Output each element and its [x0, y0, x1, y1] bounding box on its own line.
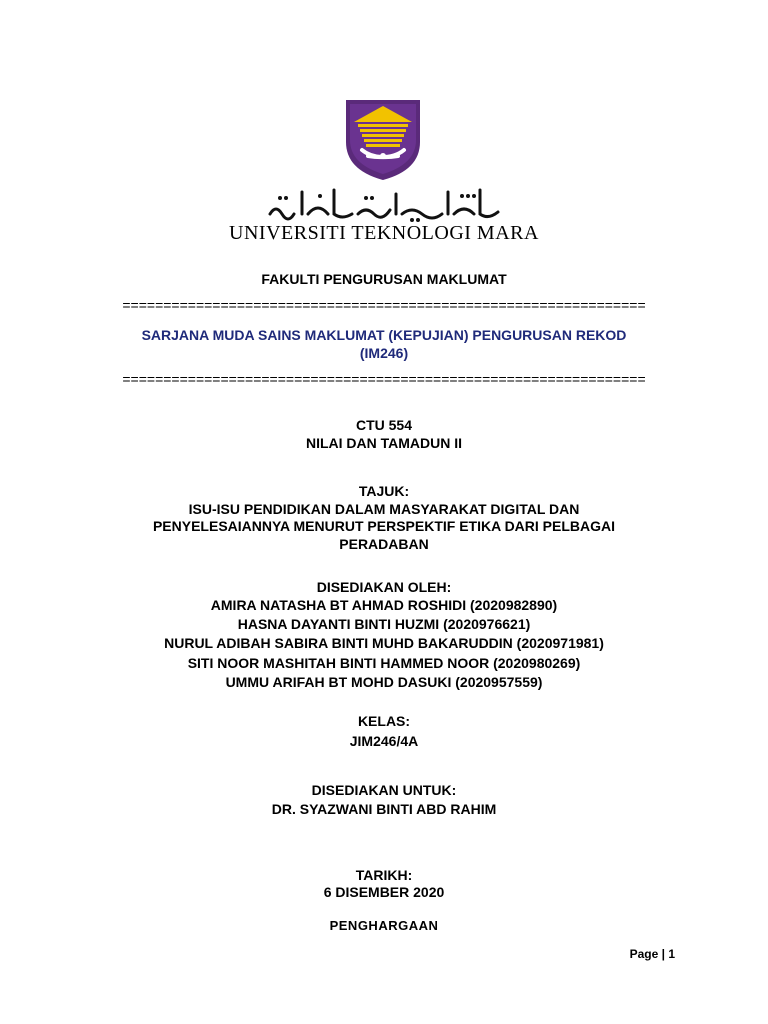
programme-title: SARJANA MUDA SAINS MAKLUMAT (KEPUJIAN) PENGURUSAN REKOD — [141, 327, 627, 343]
university-name: UNIVERSITI TEKNOLOGI MARA — [229, 222, 539, 244]
topic-line: ISU-ISU PENDIDIKAN DALAM MASYARAKAT DIGITAL DAN — [188, 501, 580, 517]
separator-top: ================================================================ — [122, 297, 646, 313]
member-name: HASNA DAYANTI BINTI HUZMI (2020976621) — [237, 616, 531, 632]
prepared-for-label: DISEDIAKAN UNTUK: — [311, 782, 457, 798]
class-label: KELAS: — [357, 713, 411, 729]
member-name: NURUL ADIBAH SABIRA BINTI MUHD BAKARUDDIN (2020971981) — [164, 635, 604, 651]
topic-label: TAJUK: — [358, 483, 410, 499]
member-name: SITI NOOR MASHITAH BINTI HAMMED NOOR (2020980269) — [187, 655, 581, 671]
university-logo-icon — [344, 98, 422, 182]
separator-bottom: ================================================================ — [122, 371, 646, 387]
prepared-by-label: DISEDIAKAN OLEH: — [316, 579, 452, 595]
lecturer-name: DR. SYAZWANI BINTI ABD RAHIM — [271, 801, 497, 817]
university-jawi-name-icon — [262, 180, 506, 226]
date-value: 6 DISEMBER 2020 — [323, 884, 445, 900]
faculty-name: FAKULTI PENGURUSAN MAKLUMAT — [261, 271, 507, 287]
topic-line: PENYELESAIANNYA MENURUT PERSPEKTIF ETIKA DARI PELBAGAI — [152, 518, 616, 534]
course-name: NILAI DAN TAMADUN II — [305, 435, 463, 451]
topic-line: PERADABAN — [339, 536, 429, 552]
class-value: JIM246/4A — [349, 733, 419, 749]
programme-code: (IM246) — [359, 345, 409, 361]
member-name: AMIRA NATASHA BT AHMAD ROSHIDI (2020982890) — [210, 597, 558, 613]
next-section-heading: PENGHARGAAN — [329, 918, 439, 933]
member-name: UMMU ARIFAH BT MOHD DASUKI (2020957559) — [225, 674, 543, 690]
date-label: TARIKH: — [355, 867, 413, 883]
course-code: CTU 554 — [355, 417, 413, 433]
page-number: Page | 1 — [629, 947, 675, 961]
